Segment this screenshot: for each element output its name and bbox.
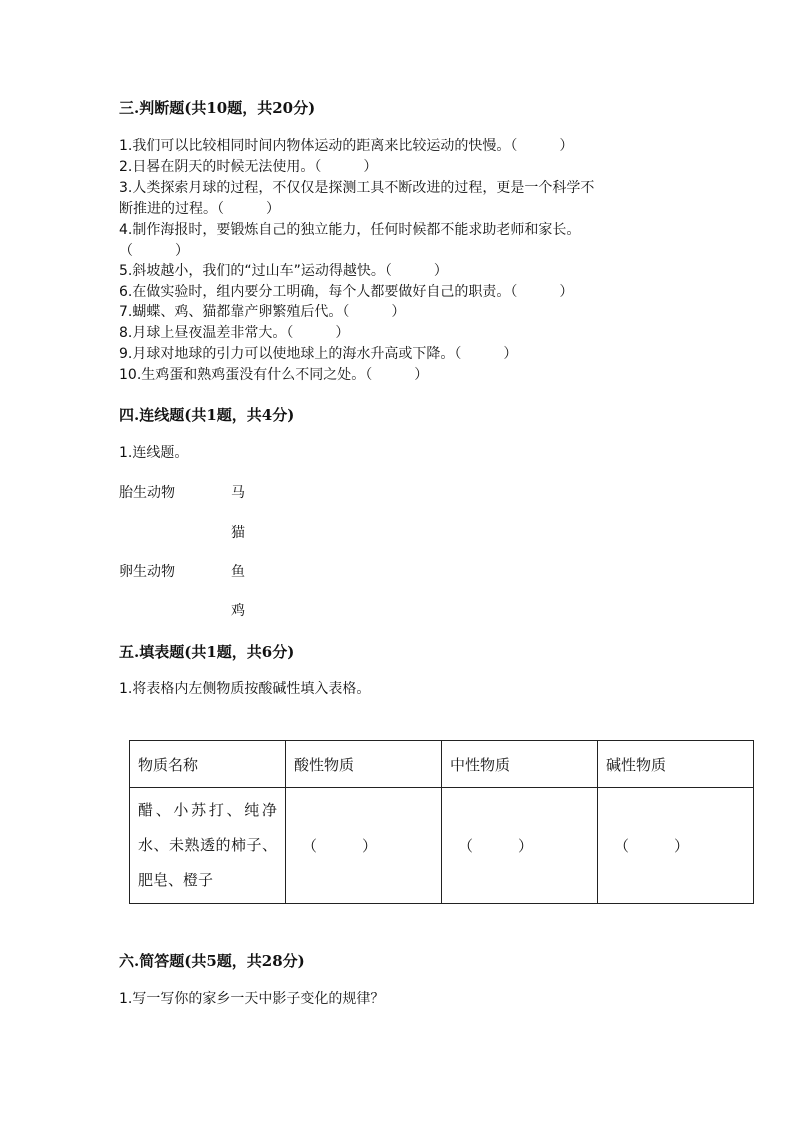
alkaline-answer-blank[interactable]: （ ） — [598, 788, 754, 904]
judgement-item-5: 5.斜坡越小，我们的“过山车”运动得越快。（ ） — [119, 263, 448, 279]
header-neutral: 中性物质 — [442, 741, 598, 788]
judgement-item-9: 9.月球对地球的引力可以使地球上的海水升高或下降。（ ） — [119, 346, 518, 362]
matching-question: 1.连线题。 — [119, 445, 189, 461]
judgement-item-3: 3.人类探索月球的过程，不仅仅是探测工具不断改进的过程，更是一个科学不 — [119, 180, 595, 196]
judgement-item-4: 4.制作海报时，要锻炼自己的独立能力，任何时候都不能求助老师和家长。 — [119, 222, 581, 238]
acidic-answer-blank[interactable]: （ ） — [286, 788, 442, 904]
match-right-cat: 猫 — [231, 525, 245, 541]
judgement-item-4-cont: （ ） — [119, 243, 189, 259]
judgement-item-7: 7.蝴蝶、鸡、猫都靠产卵繁殖后代。（ ） — [119, 304, 406, 320]
header-alkaline: 碱性物质 — [598, 741, 754, 788]
table-question: 1.将表格内左侧物质按酸碱性填入表格。 — [119, 681, 371, 697]
match-left-viviparous: 胎生动物 — [119, 485, 175, 501]
header-acidic: 酸性物质 — [286, 741, 442, 788]
table-row — [130, 788, 754, 904]
match-right-fish: 鱼 — [231, 564, 245, 580]
section-heading-short-answer: 六.简答题(共5题，共28分) — [119, 952, 305, 970]
acid-base-table — [129, 740, 754, 904]
match-left-oviparous: 卵生动物 — [119, 564, 175, 580]
substance-list-cell — [130, 788, 286, 904]
section-heading-table: 五.填表题(共1题，共6分) — [119, 643, 295, 661]
judgement-item-10: 10.生鸡蛋和熟鸡蛋没有什么不同之处。（ ） — [119, 367, 429, 383]
judgement-item-8: 8.月球上昼夜温差非常大。（ ） — [119, 325, 350, 341]
section-heading-judgement: 三.判断题(共10题，共20分) — [119, 99, 316, 117]
match-right-horse: 马 — [231, 485, 245, 501]
judgement-item-2: 2.日晷在阴天的时候无法使用。（ ） — [119, 159, 378, 175]
neutral-answer-blank[interactable]: （ ） — [442, 788, 598, 904]
header-substance-name: 物质名称 — [130, 741, 286, 788]
judgement-item-6: 6.在做实验时，组内要分工明确，每个人都要做好自己的职责。（ ） — [119, 284, 574, 300]
section-heading-matching: 四.连线题(共1题，共4分) — [119, 406, 295, 424]
short-answer-question-1: 1.写一写你的家乡一天中影子变化的规律？ — [119, 991, 385, 1007]
judgement-item-3-cont: 断推进的过程。（ ） — [119, 201, 280, 217]
judgement-item-1: 1.我们可以比较相同时间内物体运动的距离来比较运动的快慢。（ ） — [119, 138, 574, 154]
table-header-row — [130, 741, 754, 788]
substance-list: 醋、小苏打、纯净水、未熟透的柿子、肥皂、橙子 — [138, 801, 277, 889]
match-right-chicken: 鸡 — [231, 603, 245, 619]
